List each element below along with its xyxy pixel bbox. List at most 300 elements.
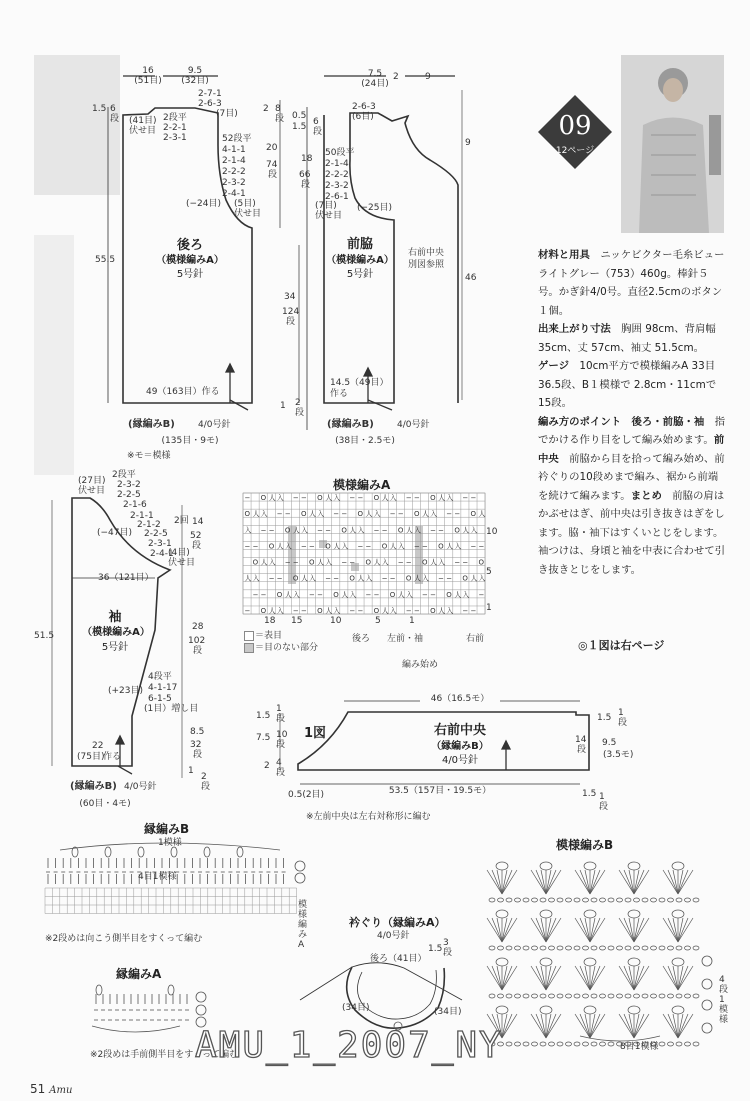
points-text2: 前脇から目を拾って編み始め、前衿ぐりの10段めまで編み、裾から前端を続けて編みます。 <box>538 452 725 502</box>
points-text3: 前脇の肩はかぶせはぎ、前中央は引き抜きはぎをします。脇・袖下はすくいとじをします。袖つけは、身頃と袖を中表に合わせて引き抜きとじをします。 <box>538 489 726 576</box>
chartA-symbol: 入 <box>430 510 438 519</box>
patternB-fan-stitch <box>546 918 556 942</box>
front-dec3: 2-2-2 <box>325 170 349 180</box>
patternB-chain <box>659 994 665 998</box>
chartA-symbol: O <box>317 606 323 615</box>
chartA-symbol: − <box>341 510 348 519</box>
sleeve-edge-needle: 4/0号針 <box>124 782 157 792</box>
chartA-symbol: 入 <box>292 590 300 599</box>
size-text: 胸囲 98cm、背肩幅35cm、丈 57cm、袖丈 51.5cm。 <box>538 323 716 354</box>
chartA-col5: 5 <box>375 616 381 626</box>
edgeB-picot <box>138 847 144 857</box>
sleeve-cast: 22 <box>92 741 104 751</box>
patternB-fan-stitch <box>580 966 590 990</box>
fig1-b1: 0.5(2目) <box>288 790 325 800</box>
patternB-fan-stitch <box>634 870 644 894</box>
patternB-chain <box>583 946 589 950</box>
patternB-chain <box>659 1042 665 1046</box>
patternB-chain <box>515 1042 521 1046</box>
back-arm-minus: (−24目) <box>186 199 222 209</box>
chartA-symbol: O <box>430 606 436 615</box>
page-number: 51 <box>30 1082 46 1096</box>
patternB-chain <box>676 898 682 902</box>
chartA-symbol: O <box>284 526 291 535</box>
patternB-chain <box>557 1042 563 1046</box>
sleeve-r52: 52 <box>190 531 202 541</box>
patternB-chain <box>540 898 546 902</box>
sleeve-plus: (+23目) <box>108 686 144 696</box>
patternB-chain <box>574 946 580 950</box>
chartA-symbol: 入 <box>276 606 284 615</box>
chartA-symbol: 人 <box>405 526 413 535</box>
patternB-chain <box>566 1042 572 1046</box>
back-arm-dec3: (7目) <box>216 109 238 119</box>
sleeve-r28: 28 <box>192 622 204 632</box>
chartA-symbol: − <box>454 558 461 567</box>
edgeA-picot <box>96 985 102 995</box>
patternB-chain <box>642 994 648 998</box>
edgeA-picot <box>168 985 174 995</box>
back-neck-bind: (41目) <box>129 116 157 126</box>
edgeB-repeat: 1模様 <box>158 838 182 848</box>
fig1-r1b: 1 <box>618 708 624 718</box>
chartA-symbol: − <box>462 606 469 615</box>
patternB-chain <box>693 898 699 902</box>
chartA-symbol: − <box>470 606 477 615</box>
front-note1: 右前中央 <box>408 248 445 258</box>
front-top3: 2 <box>393 72 399 82</box>
patternB-chain <box>496 910 508 918</box>
chartA-symbol: 入 <box>333 606 341 615</box>
back-edge: (縁編みB) <box>128 419 175 430</box>
patternB-chain <box>566 994 572 998</box>
patternB-chain <box>591 898 597 902</box>
chartA-symbol: 入 <box>373 510 381 519</box>
chartA-symbol: − <box>446 510 453 519</box>
front-r46: 46 <box>465 273 477 283</box>
chartA-symbol: O <box>478 558 485 567</box>
chartA-col1: 1 <box>409 616 415 626</box>
chartA-symbol: 入 <box>446 606 454 615</box>
back-arm-seq8: 伏せ目 <box>234 209 262 219</box>
chartA-symbol: − <box>413 494 420 502</box>
chartA-col18: 18 <box>264 616 276 626</box>
patternB-chain <box>628 862 640 870</box>
chartA-symbol: 入 <box>252 574 260 583</box>
chartA-symbol: − <box>268 526 275 535</box>
back-neck-seq1: 2段平 <box>163 113 187 123</box>
patternB-fan-stitch <box>668 1014 678 1038</box>
patternB-fan-stitch <box>678 918 688 942</box>
front-r124b: 段 <box>286 317 296 327</box>
sleeve-inc2: 4-1-17 <box>148 683 178 693</box>
sleeve-minus: (−47目) <box>97 528 133 538</box>
chartA-symbol: − <box>462 558 469 567</box>
patternB-chain <box>676 994 682 998</box>
patternB-chain <box>584 1006 596 1014</box>
chartA-symbol: O <box>244 510 251 519</box>
fig1-note: ◎１図は右ページ <box>578 639 665 652</box>
chartA-symbol: O <box>317 494 323 502</box>
back-neck-seq2: 2-2-1 <box>163 123 187 133</box>
fig1-bottom: 53.5（157目・19.5モ） <box>388 786 492 796</box>
front-top-sts: (24目) <box>361 79 389 89</box>
front-title: 前脇 <box>346 237 373 252</box>
fig1-label: 1図 <box>304 726 327 741</box>
edgeB-title: 縁編みB <box>144 822 190 836</box>
edgeB-picot <box>105 847 111 857</box>
fig1-sub: （縁編みB） <box>431 741 489 752</box>
chartA-leftfront: 左前・袖 <box>387 634 424 644</box>
chartA-symbol: 人 <box>454 590 462 599</box>
chartA-symbol: 人 <box>268 494 276 502</box>
patternB-chain <box>540 958 552 966</box>
sleeve-r2b: 段 <box>201 782 211 792</box>
chartA-symbol: − <box>284 558 291 567</box>
patternB-chain <box>523 898 529 902</box>
patternB-chain <box>566 946 572 950</box>
front-dec5: 2-6-1 <box>325 192 349 202</box>
patternB-chain <box>498 946 504 950</box>
patternB-chain <box>498 994 504 998</box>
sleeve-cast2: (75目) <box>77 752 105 762</box>
patternB-chain <box>557 994 563 998</box>
chartA-symbol: 入 <box>413 526 421 535</box>
patternB-fan-stitch <box>678 870 688 894</box>
fig1-r3: 14 <box>575 735 587 745</box>
back-height: 55.5 <box>95 255 116 265</box>
chartA-symbol: 人 <box>244 574 252 583</box>
materials-text: ニッケビクター毛糸ビュー ライトグレー（753）460g。棒針５号。かぎ針4/0号。直径2.5cmのボタン１個。 <box>538 249 735 317</box>
patternB-fan-stitch <box>678 966 688 990</box>
chartA-symbol: 人 <box>470 574 478 583</box>
back-width-top: 16 <box>142 66 154 76</box>
patternB-chain <box>532 994 538 998</box>
patternB-chain <box>532 946 538 950</box>
patternB-fan-stitch <box>546 966 556 990</box>
patternB-chain <box>634 994 640 998</box>
patternB-chain <box>540 994 546 998</box>
edgeA-crochet <box>92 985 189 1032</box>
sleeve-k2: 2回 <box>174 516 189 526</box>
chartA-symbol: − <box>300 494 307 502</box>
size-title: 出来上がり寸法 <box>538 323 611 335</box>
chartA-symbol: − <box>349 558 356 567</box>
patternB-fan-stitch <box>624 870 634 894</box>
front-dec2: 2-1-4 <box>325 159 349 169</box>
chartA-symbol: − <box>333 510 340 519</box>
edgeA-repeat-bracket <box>92 1026 180 1032</box>
back-edge-needle: 4/0号針 <box>198 420 231 430</box>
patternB-chain <box>515 994 521 998</box>
patternB-chain <box>540 1006 552 1014</box>
patternB-chain <box>540 862 552 870</box>
chartA-symbol: O <box>300 510 307 519</box>
chartA-symbol: O <box>373 606 380 615</box>
patternB-chain <box>628 1006 640 1014</box>
chartA-legend1: ＝表目 <box>255 631 283 641</box>
patternB-chain <box>634 946 640 950</box>
chartA-symbol: 人 <box>349 526 357 535</box>
chartA-symbol: − <box>462 494 469 502</box>
chartA-symbol: O <box>422 558 428 567</box>
front-r15: 1.5 <box>292 122 307 132</box>
chartA-symbol: − <box>381 526 388 535</box>
patternB-rows: 4段1模様 <box>719 975 729 1025</box>
patternB-fan-stitch <box>546 1014 556 1038</box>
sleeve-k4b: 伏せ目 <box>168 558 196 568</box>
chartA-symbol: − <box>438 526 445 535</box>
chartA-symbol: − <box>357 494 364 502</box>
patternB-fan-stitch <box>624 918 634 942</box>
back-arm-seq2: 4-1-1 <box>222 145 246 155</box>
fig1-l3: 2 <box>264 761 270 771</box>
chartA-symbol: − <box>373 526 380 535</box>
back-arm-seq6: 2-4-1 <box>222 189 246 199</box>
chartA-row5: 5 <box>486 567 492 577</box>
chartA-symbol: 入 <box>357 526 365 535</box>
front-r66: 66 <box>299 170 311 180</box>
points-title: 編み方のポイント <box>538 415 622 428</box>
chartA-symbol: − <box>478 542 485 551</box>
patternB-chain <box>685 1042 691 1046</box>
chartA-symbol: − <box>244 494 251 502</box>
chartA-symbol: 人 <box>341 590 349 599</box>
back-neck-bind-label: 伏せ目 <box>129 126 157 136</box>
patternB-chain <box>515 898 521 902</box>
fig1-l2c: 段 <box>276 740 286 750</box>
patternB-fan-stitch <box>678 1014 688 1038</box>
edgeB-repeat2: 4目1模様 <box>138 872 177 882</box>
patternB-title: 模様編みB <box>556 838 614 852</box>
chartA-symbol: 人 <box>462 526 470 535</box>
fig1-top: 46（16.5モ） <box>420 694 500 704</box>
chartA-symbol: − <box>405 494 412 502</box>
patternB-fan-stitch <box>580 870 590 894</box>
patternB-chain <box>625 994 631 998</box>
patternB-fan-stitch <box>634 1014 644 1038</box>
back-shoulder-rows-n: 6 <box>110 104 116 114</box>
chartA-symbol: 入 <box>470 526 478 535</box>
front-cast2: 作る <box>330 389 349 399</box>
edgeB-side: 模様編みA <box>298 900 308 950</box>
front-r05: 0.5 <box>292 111 307 121</box>
patternB-chain <box>574 1042 580 1046</box>
chartA-rightfront: 右前 <box>466 634 485 644</box>
patternB-chain <box>642 946 648 950</box>
sleeve-r102: 102 <box>188 636 206 646</box>
back-width-top-sts: (51目) <box>134 76 162 86</box>
chartA-symbol: 入 <box>446 494 454 502</box>
patternB-chain <box>498 898 504 902</box>
patternB-crochet <box>487 862 699 1046</box>
patternB-chain <box>489 994 495 998</box>
patternB-fan-stitch <box>624 966 634 990</box>
sleeve-top: (27目) <box>78 476 106 486</box>
back-title: 後ろ <box>176 238 203 253</box>
neck-r3: 3 <box>443 938 449 948</box>
patternB-chain <box>676 1042 682 1046</box>
patternB-chain <box>557 898 563 902</box>
chartA-symbol: − <box>430 590 436 599</box>
chartA-symbol: 人 <box>413 574 421 583</box>
patternB-chain <box>608 1042 614 1046</box>
back-arm-dec1: 2-7-1 <box>198 89 222 99</box>
chartA-symbol: − <box>397 558 404 567</box>
back-arm-seq1: 52段平 <box>222 134 252 144</box>
patternB-chain <box>659 898 665 902</box>
magazine-name: Amu <box>49 1085 73 1096</box>
patternB-chain <box>617 994 623 998</box>
patternB-fan-stitch <box>668 966 678 990</box>
chartA-symbol: − <box>292 606 299 615</box>
patternB-fan-stitch <box>634 918 644 942</box>
patternB-fan-stitch <box>590 870 600 894</box>
patternB-chain <box>600 898 606 902</box>
chartA-symbol: − <box>478 590 485 599</box>
chartA-symbol: 入 <box>405 590 413 599</box>
patternB-chain <box>608 994 614 998</box>
chartA-symbol: − <box>446 574 453 583</box>
patternB-chain <box>584 910 596 918</box>
patternB-fan-stitch <box>580 1014 590 1038</box>
chartA-symbol: 人 <box>292 526 300 535</box>
chartA-symbol: − <box>268 574 275 583</box>
patternB-fan-stitch <box>492 918 502 942</box>
patternB-fan-stitch <box>590 966 600 990</box>
sleeve-seq7: 2-2-5 <box>144 529 168 539</box>
materials-title: 材料と用具 <box>538 249 590 261</box>
front-dec6: (7目) <box>315 201 337 211</box>
chartA-symbol: 人 <box>373 558 381 567</box>
patternB-fan-stitch <box>536 918 546 942</box>
page-footer <box>30 1082 72 1096</box>
fig1-l2: 7.5 <box>256 733 271 743</box>
fig1-b4: 段 <box>599 802 609 812</box>
front-r74b: 段 <box>268 170 278 180</box>
chartA-symbol: − <box>438 574 445 583</box>
chartA-symbol: 入 <box>349 590 357 599</box>
chartA-symbol: O <box>397 526 404 535</box>
chartA-symbol: 人 <box>325 606 333 615</box>
patternB-chain <box>523 946 529 950</box>
chartA-symbol: O <box>357 510 363 519</box>
fig1-note: ※左前中央は左右対称形に編む <box>306 812 431 822</box>
sleeve-seq9: 2-4-1 <box>150 549 174 559</box>
fig1-title: 右前中央 <box>433 723 486 738</box>
fig1-l2b: 10 <box>276 730 288 740</box>
patternB-fan-stitch <box>502 966 512 990</box>
front-rows-left2: 8 <box>275 104 281 114</box>
sleeve-seq2: 2-3-2 <box>117 480 141 490</box>
chartA-symbol: 人 <box>438 494 446 502</box>
chartA-symbol: 入 <box>454 542 462 551</box>
chartA-symbol: O <box>438 542 444 551</box>
chartA-symbol: − <box>373 590 380 599</box>
chartA-symbol: − <box>470 494 477 502</box>
chartA-symbol: 入 <box>389 494 397 502</box>
patternB-chain <box>549 994 555 998</box>
chartA-symbol: O <box>333 590 339 599</box>
patternB-chain <box>496 1006 508 1014</box>
patternB-fan-stitch <box>546 870 556 894</box>
front-edge-count: (38目・2.5モ) <box>335 436 395 446</box>
patternB-chain <box>685 898 691 902</box>
patternB-chain <box>574 898 580 902</box>
back-note: ※モ＝模様 <box>127 451 171 461</box>
chartA-symbol: O <box>405 574 412 583</box>
chartA-symbol: − <box>341 558 348 567</box>
patternB-chain <box>583 1042 589 1046</box>
pattern-number: 09 <box>558 111 592 141</box>
chartA-symbol: O <box>381 542 388 551</box>
chartA-symbol: O <box>389 590 396 599</box>
patternB-chain <box>625 898 631 902</box>
chartA-symbol: O <box>454 526 460 535</box>
front-seq2: (6目) <box>352 112 374 122</box>
chartA-symbol: 人 <box>478 510 486 519</box>
front-dec: 50段平 <box>325 148 355 158</box>
chartA-symbol: 入 <box>397 542 405 551</box>
patternB-chain <box>506 898 512 902</box>
back-neck-seq3: 2-3-1 <box>163 133 187 143</box>
patternB-chain <box>540 910 552 918</box>
chartA-symbol: − <box>422 590 428 599</box>
chartA-symbol: 入 <box>276 494 284 502</box>
fig1-l3b: 4 <box>276 758 282 768</box>
patternB-chain <box>617 946 623 950</box>
patternB-chain <box>489 898 495 902</box>
patternB-chain <box>506 1042 512 1046</box>
chartA-symbol: O <box>268 542 275 551</box>
edgeB-note: ※2段めは向こう側半目をすくって編む <box>45 934 203 944</box>
legend-knit-swatch <box>244 631 254 641</box>
sleeve-inc3: 6-1-5 <box>148 694 172 704</box>
edgeA-title: 縁編みA <box>116 967 162 981</box>
patternB-chain <box>676 946 682 950</box>
patternB-chain <box>693 1042 699 1046</box>
front-sub: （模様編みA） <box>326 255 394 266</box>
front-r6b: 段 <box>313 127 323 137</box>
front-cast: 14.5（49目） <box>330 378 389 388</box>
edgeB-grid <box>45 888 297 914</box>
patternB-chain <box>608 946 614 950</box>
patternB-chain <box>672 1006 684 1014</box>
chartA-symbol: − <box>317 526 324 535</box>
neck-needle: 4/0号針 <box>377 931 410 941</box>
chartA-symbol: 人 <box>276 542 284 551</box>
fig1-l3c: 段 <box>276 768 286 778</box>
sleeve-inc4: (1目）増し目 <box>144 704 199 714</box>
chartA-symbol: 人 <box>381 606 389 615</box>
chartA-row10: 10 <box>486 527 498 537</box>
chartA-symbol: O <box>276 590 283 599</box>
patternB-fan-stitch <box>536 966 546 990</box>
chartA-symbol: O <box>309 558 315 567</box>
patternB-chain <box>523 1042 529 1046</box>
chartA-symbol: − <box>300 542 307 551</box>
patternB-chain <box>600 1042 606 1046</box>
front-top: 7.5 <box>367 69 383 79</box>
patternB-chain <box>628 910 640 918</box>
chartA-col15: 15 <box>291 616 303 626</box>
chartA-symbol: − <box>413 606 420 615</box>
chartA-symbol: 入 <box>260 510 268 519</box>
patternB-chain <box>549 898 555 902</box>
chartA-symbol: − <box>244 606 251 615</box>
front-edge: (縁編みB) <box>327 419 374 430</box>
sleeve-seq3: 2-2-5 <box>117 490 141 500</box>
